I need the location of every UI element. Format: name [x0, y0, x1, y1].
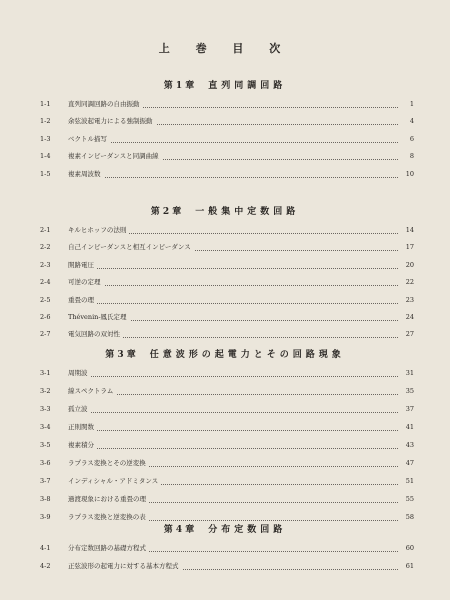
section-title: 重畳の理 — [68, 294, 97, 306]
page-number: 61 — [398, 560, 414, 572]
chapter-number: 第 1 章 — [163, 81, 195, 91]
toc-entry — [0, 259, 450, 271]
section-number: 1-1 — [40, 100, 51, 108]
toc-entry — [0, 98, 450, 110]
page-number: 43 — [398, 439, 414, 451]
section-number: 1-4 — [40, 152, 51, 161]
section-title: 孤立波 — [68, 403, 91, 415]
page-number: 4 — [398, 115, 414, 127]
toc-entry — [0, 560, 450, 572]
dot-leader — [68, 273, 398, 286]
section-title: 正則関数 — [68, 421, 97, 433]
section-title: 可逆の定理 — [68, 276, 104, 288]
section-title: 正弦波形の起電力に対する基本方程式 — [68, 560, 182, 572]
toc-entry — [0, 542, 450, 554]
toc-entry — [0, 168, 450, 180]
chapter-name: 分布定数回路 — [208, 525, 287, 535]
toc-entry — [0, 133, 450, 145]
chapter-name: 一般集中定数回路 — [195, 207, 300, 217]
section-title: ラプラス変換とその逆変換 — [68, 457, 149, 469]
chapter-number: 第 4 章 — [163, 525, 195, 535]
toc-entry — [0, 328, 450, 340]
section-title: 複素周波数 — [68, 168, 104, 180]
chapter-heading — [0, 204, 450, 217]
section-number: 3-6 — [40, 459, 51, 467]
section-number: 2-1 — [40, 226, 51, 234]
chapter-heading — [0, 347, 450, 360]
toc-entry — [0, 475, 450, 487]
section-number: 2-5 — [40, 295, 51, 304]
section-title: インディシャル・アドミタンス — [68, 475, 161, 487]
section-number: 3-2 — [40, 387, 51, 395]
section-number: 2-4 — [40, 278, 51, 287]
toc-entry — [0, 241, 450, 253]
page-number: 14 — [398, 224, 414, 236]
section-number: 2-2 — [40, 243, 51, 252]
section-number: 2-7 — [40, 330, 51, 339]
section-title: 自己インピーダンスと相互インピーダンス — [68, 241, 194, 253]
section-title: 過渡現象における重畳の理 — [68, 493, 149, 505]
section-number: 3-4 — [40, 423, 51, 431]
toc-entry — [0, 367, 450, 379]
section-number: 1-2 — [40, 117, 51, 126]
page-number: 60 — [398, 542, 414, 554]
chapter-heading — [0, 78, 450, 91]
toc-entry — [0, 403, 450, 415]
page-number: 31 — [398, 367, 414, 379]
section-number: 3-1 — [40, 369, 51, 377]
chapter-number: 第 3 章 — [105, 350, 136, 360]
section-title: キルヒホッフの法則 — [68, 224, 129, 236]
toc-entry — [0, 150, 450, 162]
section-title: ベクトル描写 — [68, 133, 110, 145]
chapter-heading — [0, 522, 450, 535]
toc-entry — [0, 493, 450, 505]
section-title: 周期波 — [68, 367, 91, 379]
section-title: 余弦波起電力による強制振動 — [68, 115, 156, 127]
toc-entry — [0, 224, 450, 236]
section-number: 3-9 — [40, 513, 51, 521]
page-number: 24 — [398, 311, 414, 323]
section-number: 3-8 — [40, 495, 51, 503]
section-number: 4-2 — [40, 561, 51, 570]
section-title: 複素積分 — [68, 439, 97, 451]
section-title: ラプラス変換と逆変換の表 — [68, 511, 149, 523]
section-title: Thévenin-鳳氏定理 — [68, 311, 130, 323]
dot-leader — [68, 165, 398, 178]
section-number: 3-5 — [40, 441, 51, 449]
page-number: 37 — [398, 403, 414, 415]
dot-leader — [68, 256, 398, 269]
section-number: 3-3 — [40, 405, 51, 413]
dot-leader — [68, 291, 398, 304]
dot-leader — [68, 382, 398, 395]
section-title: 線スペクトラム — [68, 385, 116, 397]
toc-entry — [0, 115, 450, 127]
page-number: 58 — [398, 511, 414, 523]
toc-entry — [0, 311, 450, 323]
dot-leader — [68, 364, 398, 377]
toc-entry — [0, 457, 450, 469]
page-number: 35 — [398, 385, 414, 397]
toc-entry — [0, 421, 450, 433]
toc-entry — [0, 439, 450, 451]
dot-leader — [68, 418, 398, 431]
toc-entry — [0, 385, 450, 397]
page-number: 10 — [398, 168, 414, 180]
dot-leader — [68, 130, 398, 143]
dot-leader — [68, 436, 398, 449]
toc-entry — [0, 276, 450, 288]
section-number: 1-5 — [40, 169, 51, 178]
section-title: 分布定数回路の基礎方程式 — [68, 542, 149, 554]
section-title: 電気回路の双対性 — [68, 328, 123, 340]
page-number: 1 — [398, 98, 414, 110]
chapter-name: 任意波形の起電力とその回路現象 — [149, 350, 345, 360]
section-number: 4-1 — [40, 544, 51, 552]
page-number: 55 — [398, 493, 414, 505]
page-number: 17 — [398, 241, 414, 253]
page-number: 41 — [398, 421, 414, 433]
page-number: 23 — [398, 294, 414, 306]
dot-leader — [68, 400, 398, 413]
section-number: 2-6 — [40, 313, 51, 321]
page-number: 51 — [398, 475, 414, 487]
page-number: 47 — [398, 457, 414, 469]
section-number: 3-7 — [40, 477, 51, 485]
page-number: 20 — [398, 259, 414, 271]
section-number: 1-3 — [40, 134, 51, 143]
section-title: 開路電圧 — [68, 259, 97, 271]
page-number: 6 — [398, 133, 414, 145]
section-title: 複素インピーダンスと同調曲線 — [68, 150, 162, 162]
page-number: 22 — [398, 276, 414, 288]
page-number: 27 — [398, 328, 414, 340]
chapter-number: 第 2 章 — [150, 207, 182, 217]
page-number: 8 — [398, 150, 414, 162]
section-number: 2-3 — [40, 260, 51, 269]
section-title: 直列同調回路の自由振動 — [68, 98, 143, 110]
chapter-name: 直列同調回路 — [208, 81, 287, 91]
toc-entry — [0, 294, 450, 306]
page-title: 上 巻 目 次 — [158, 42, 292, 55]
